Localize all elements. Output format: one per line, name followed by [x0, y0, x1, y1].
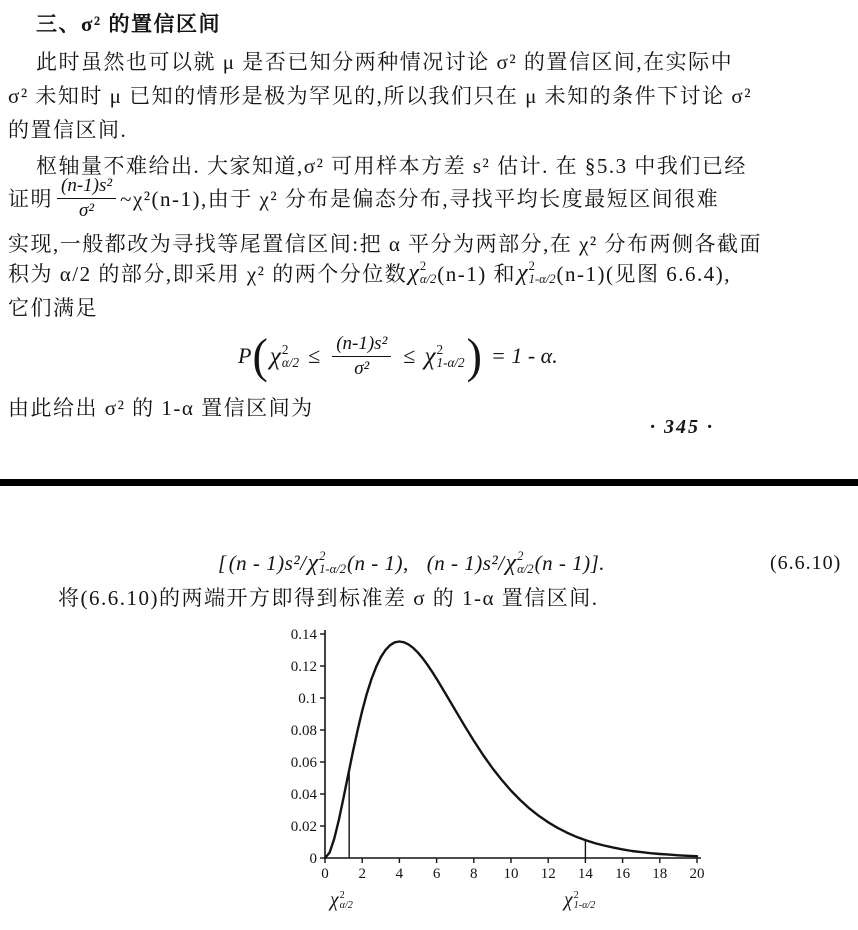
x-tick-label: 6: [432, 866, 441, 882]
formula-fraction: $\frac{\text{(n-1)s²}}{\text{σ²}}$: [332, 333, 391, 380]
y-tick-label: 0.02: [290, 819, 317, 835]
p2l2-post-text: ~χ²(n-1),由于 χ² 分布是偏态分布,寻找平均长度最短区间很难: [120, 187, 720, 211]
x-tick-label: 8: [470, 866, 478, 882]
y-tick-label: 0.04: [290, 787, 317, 803]
eq-term2: (n - 1),: [347, 550, 409, 575]
probability-formula: [238, 328, 558, 384]
paragraph2-line1: 枢轴量不难给出. 大家知道,σ² 可用样本方差 s² 估计. 在 §5.3 中我们已经: [36, 154, 747, 178]
paragraph1-line2: σ² 未知时 μ 已知的情形是极为罕见的,所以我们只在 μ 未知的条件下讨论 σ²: [8, 84, 752, 108]
y-tick-label: 0: [309, 851, 317, 867]
x-tick-label: 18: [652, 866, 668, 882]
x-tick-label: 0: [321, 866, 329, 882]
formula-rhs: = 1 - α.: [490, 343, 558, 368]
paragraph2-line4: [8, 256, 731, 290]
chart-label-chi2-1-alpha2: χ 2 1-α/2: [564, 889, 596, 911]
paragraph2-line2: [8, 172, 719, 224]
chi-square-figure: [283, 626, 733, 926]
equation-number: (6.6.10): [770, 552, 842, 574]
formula-close-paren: ): [466, 328, 482, 383]
density-curve: [325, 642, 697, 859]
page-divider: [0, 479, 858, 486]
chi-square-chart-svg: [283, 626, 733, 888]
y-tick-label: 0.14: [290, 627, 317, 643]
after-formula-text: 由此给出 σ² 的 1-α 置信区间为: [8, 396, 314, 420]
y-tick-label: 0.06: [290, 755, 317, 771]
eq-open-bracket: [: [218, 550, 227, 575]
eq-chi-1-alpha2: χ 2 1-α/2: [307, 549, 347, 576]
paragraph2-line3: 实现,一般都改为寻找等尾置信区间:把 α 平分为两部分,在 χ² 分布两侧各截面: [8, 232, 762, 256]
page-bottom-section: [0, 486, 858, 930]
section-heading: 三、σ² 的置信区间: [36, 12, 221, 36]
p2l4-post-text: (n-1)(见图 6.6.4),: [556, 262, 731, 286]
formula-chi-alpha2: χ 2 α/2: [269, 341, 300, 370]
y-tick-label: 0.12: [290, 659, 317, 675]
y-tick-label: 0.1: [298, 691, 317, 707]
page-number: · 345 ·: [650, 416, 714, 438]
eq-term4: (n - 1)].: [534, 550, 605, 575]
paragraph2-line5: 它们满足: [8, 296, 98, 320]
formula-leq1: ≤: [308, 343, 321, 368]
pivot-fraction: [57, 175, 116, 222]
x-tick-label: 10: [503, 866, 519, 882]
chi-square-1-alpha2-symbol: χ 2 1-α/2: [516, 259, 556, 286]
formula-open-paren: (: [252, 328, 268, 383]
p2l2-pre-text: 证明: [8, 187, 53, 211]
eq-term1: (n - 1)s²/: [228, 550, 307, 575]
eq-chi-alpha2: χ 2 α/2: [505, 549, 534, 576]
paragraph1-line3: 的置信区间.: [8, 118, 128, 142]
p2l4-pre-text: 积为 α/2 的部分,即采用 χ² 的两个分位数: [8, 262, 408, 286]
formula-leq2: ≤: [403, 343, 416, 368]
x-tick-label: 12: [540, 866, 556, 882]
bottom-text-line: 将(6.6.10)的两端开方即得到标准差 σ 的 1-α 置信区间.: [58, 586, 599, 610]
fraction-numerator: (n-1)s²: [57, 175, 116, 199]
chart-label-chi2-alpha2: χ 2 α/2: [330, 889, 353, 911]
y-tick-label: 0.08: [290, 723, 317, 739]
interval-equation: [218, 546, 605, 580]
x-tick-label: 20: [689, 866, 705, 882]
chi-square-alpha2-symbol: χ 2 α/2: [408, 259, 437, 286]
eq-term3: (n - 1)s²/: [426, 550, 505, 575]
x-tick-label: 16: [615, 866, 631, 882]
formula-P: P: [238, 343, 252, 368]
formula-chi-1-alpha2: χ 2 1-α/2: [424, 341, 465, 370]
x-tick-label: 14: [577, 866, 593, 882]
fraction-denominator: σ²: [79, 199, 95, 221]
x-tick-label: 4: [395, 866, 404, 882]
x-tick-label: 2: [358, 866, 366, 882]
paragraph1-line1: 此时虽然也可以就 μ 是否已知分两种情况讨论 σ² 的置信区间,在实际中: [36, 50, 734, 74]
p2l4-mid-text: (n-1) 和: [437, 262, 516, 286]
